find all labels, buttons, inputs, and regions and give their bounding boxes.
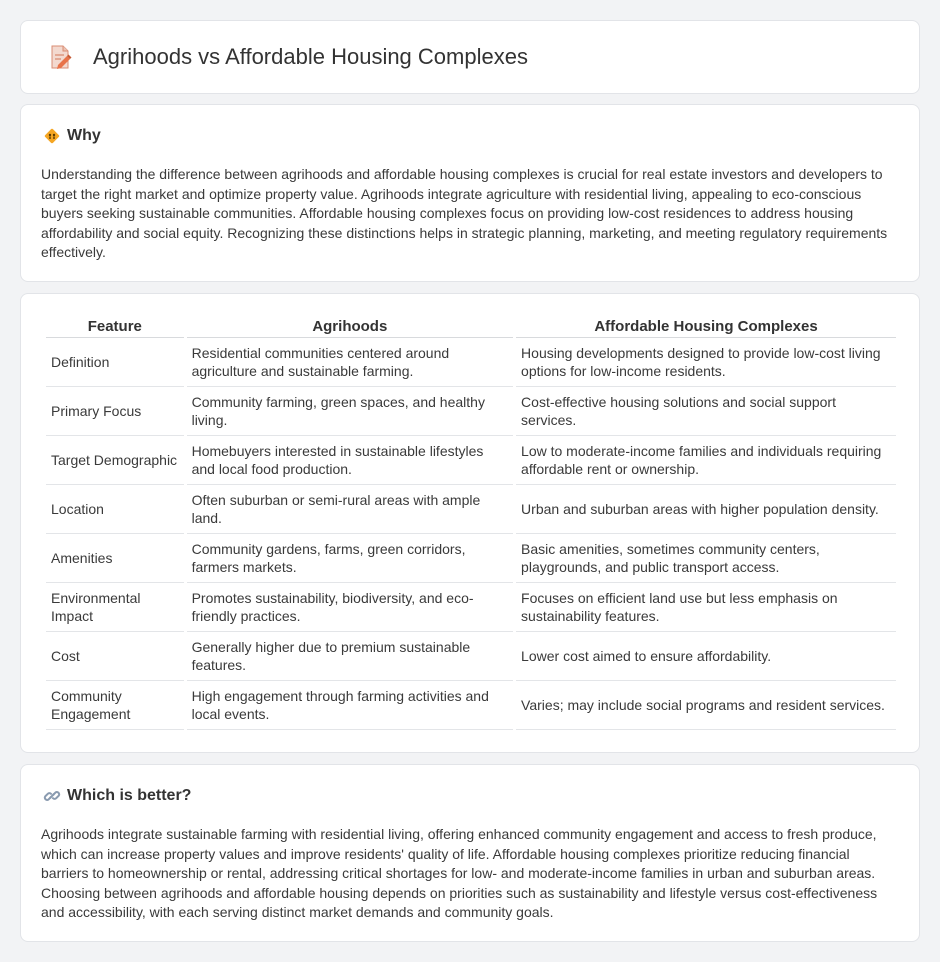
which-is-better-title: Which is better? bbox=[67, 787, 192, 804]
feature-cell: Target Demographic bbox=[46, 436, 184, 485]
document-pencil-icon bbox=[47, 44, 73, 70]
table-row bbox=[46, 632, 896, 681]
agrihoods-cell: Community gardens, farms, green corridors, farmers markets. bbox=[187, 534, 513, 583]
table-row bbox=[46, 485, 896, 534]
link-icon bbox=[43, 787, 61, 805]
table-row bbox=[46, 583, 896, 632]
diamond-sign-icon bbox=[43, 127, 61, 145]
agrihoods-cell: Generally higher due to premium sustainable features. bbox=[187, 632, 513, 681]
table-row bbox=[46, 436, 896, 485]
affordable-housing-cell: Basic amenities, sometimes community centers, playgrounds, and public transport access. bbox=[516, 534, 896, 583]
column-header-feature: Feature bbox=[46, 316, 184, 338]
affordable-housing-cell: Cost-effective housing solutions and social support services. bbox=[516, 387, 896, 436]
table-header-row bbox=[46, 316, 896, 338]
agrihoods-cell: High engagement through farming activities and local events. bbox=[187, 681, 513, 730]
affordable-housing-cell: Focuses on efficient land use but less emphasis on sustainability features. bbox=[516, 583, 896, 632]
which-is-better-section bbox=[20, 764, 920, 942]
table-row bbox=[46, 387, 896, 436]
table-row bbox=[46, 338, 896, 387]
header-card bbox=[20, 20, 920, 94]
agrihoods-cell: Homebuyers interested in sustainable lifestyles and local food production. bbox=[187, 436, 513, 485]
agrihoods-cell: Residential communities centered around agriculture and sustainable farming. bbox=[187, 338, 513, 387]
agrihoods-cell: Community farming, green spaces, and healthy living. bbox=[187, 387, 513, 436]
affordable-housing-cell: Lower cost aimed to ensure affordability. bbox=[516, 632, 896, 681]
column-header-affordable-housing: Affordable Housing Complexes bbox=[516, 316, 896, 338]
comparison-table bbox=[43, 316, 899, 730]
affordable-housing-cell: Low to moderate-income families and individuals requiring affordable rent or ownership. bbox=[516, 436, 896, 485]
why-body: Understanding the difference between agrihoods and affordable housing complexes is crucial for real estate investors and developers to target the right market and optimize property value. Agrihoods integrate agriculture with residential living, appealing to eco-conscious buyers seeking sustainable communities. Affordable housing complexes focus on providing low-cost residences to address housing affordability and social equity. Recognizing these distinctions helps in strategic planning, marketing, and meeting regulatory requirements effectively. bbox=[41, 166, 888, 260]
feature-cell: Primary Focus bbox=[46, 387, 184, 436]
table-row bbox=[46, 534, 896, 583]
table-row bbox=[46, 681, 896, 730]
affordable-housing-cell: Varies; may include social programs and resident services. bbox=[516, 681, 896, 730]
which-is-better-body: Agrihoods integrate sustainable farming with residential living, offering enhanced community engagement and access to fresh produce, which can increase property values and improve residents' quality of life. Affordable housing complexes prioritize reducing financial barriers to homeownership or rental, addressing critical shortages for low- and moderate-income families in urban and suburban areas. Choosing between agrihoods and affordable housing depends on priorities such as sustainability and lifestyle versus cost-effectiveness and accessibility, with each serving distinct market demands and community goals. bbox=[41, 826, 878, 920]
feature-cell: Amenities bbox=[46, 534, 184, 583]
column-header-agrihoods: Agrihoods bbox=[187, 316, 513, 338]
affordable-housing-cell: Urban and suburban areas with higher population density. bbox=[516, 485, 896, 534]
feature-cell: Community Engagement bbox=[46, 681, 184, 730]
comparison-table-card bbox=[20, 293, 920, 753]
feature-cell: Environmental Impact bbox=[46, 583, 184, 632]
page-title: Agrihoods vs Affordable Housing Complexes bbox=[93, 44, 528, 69]
agrihoods-cell: Often suburban or semi-rural areas with ample land. bbox=[187, 485, 513, 534]
why-section bbox=[20, 104, 920, 282]
feature-cell: Cost bbox=[46, 632, 184, 681]
why-title: Why bbox=[67, 127, 101, 144]
feature-cell: Definition bbox=[46, 338, 184, 387]
agrihoods-cell: Promotes sustainability, biodiversity, and eco-friendly practices. bbox=[187, 583, 513, 632]
feature-cell: Location bbox=[46, 485, 184, 534]
affordable-housing-cell: Housing developments designed to provide low-cost living options for low-income residents. bbox=[516, 338, 896, 387]
